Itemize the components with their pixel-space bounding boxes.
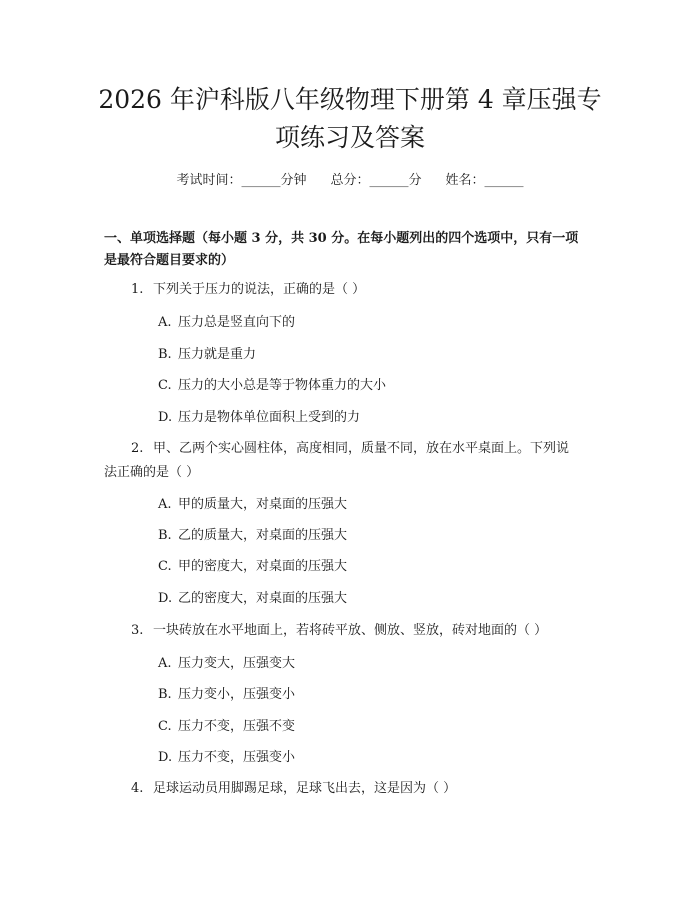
question-2-continued: 法正确的是（ ） [104, 465, 200, 480]
q3-option-c [158, 717, 295, 737]
page-title-line-2: 项练习及答案 [274, 123, 425, 152]
option-text: 甲的质量大，对桌面的压强大 [178, 497, 348, 512]
q1-option-d [158, 408, 360, 428]
option-letter: D. [158, 750, 173, 765]
q3-option-d [158, 748, 295, 768]
option-text: 压力不变，压强变小 [178, 750, 296, 765]
question-2 [131, 439, 569, 459]
option-letter: D. [158, 591, 173, 606]
option-text: 乙的质量大，对桌面的压强大 [178, 528, 348, 543]
q2-option-a [158, 495, 347, 515]
option-letter: C. [158, 719, 172, 734]
option-letter: C. [158, 378, 172, 393]
option-text: 压力是物体单位面积上受到的力 [178, 410, 361, 425]
q1-option-c [158, 376, 386, 396]
option-letter: D. [158, 410, 173, 425]
option-text: 压力的大小总是等于物体重力的大小 [178, 378, 387, 393]
exam-time-field: 考试时间：______分钟 [176, 173, 307, 188]
question-number: 4. [131, 781, 144, 796]
option-text: 压力变小，压强变小 [178, 687, 296, 702]
q2-option-b [158, 526, 347, 546]
question-4 [131, 779, 456, 799]
option-text: 压力就是重力 [178, 347, 257, 362]
question-number: 2. [131, 441, 144, 456]
section-heading-line-1: 一、单项选择题（每小题 3 分，共 30 分。在每小题列出的四个选项中，只有一项 [104, 231, 579, 246]
option-text: 压力不变，压强不变 [178, 719, 296, 734]
exam-meta [0, 169, 700, 188]
question-1 [131, 280, 365, 300]
option-letter: B. [158, 687, 172, 702]
q1-option-a [158, 313, 295, 333]
student-name-field: 姓名：______ [445, 173, 524, 188]
q3-option-a [158, 654, 295, 674]
q2-option-d [158, 589, 347, 609]
option-letter: B. [158, 528, 172, 543]
option-letter: A. [158, 315, 172, 330]
option-letter: A. [158, 497, 172, 512]
question-stem: 一块砖放在水平地面上，若将砖平放、侧放、竖放，砖对地面的（ ） [153, 623, 548, 638]
option-letter: A. [158, 656, 172, 671]
question-3 [131, 621, 547, 641]
q2-option-c [158, 557, 347, 577]
question-number: 1. [131, 282, 144, 297]
section-heading-line-2: 是最符合题目要求的） [104, 253, 235, 268]
option-text: 压力总是竖直向下的 [178, 315, 296, 330]
option-text: 压力变大，压强变大 [178, 656, 296, 671]
question-stem: 甲、乙两个实心圆柱体，高度相同，质量不同，放在水平桌面上。下列说 [153, 441, 570, 456]
option-letter: C. [158, 559, 172, 574]
page-title-line-1: 2026 年沪科版八年级物理下册第 4 章压强专 [98, 85, 602, 114]
q1-option-b [158, 345, 256, 365]
total-score-field: 总分：______分 [330, 173, 422, 188]
q3-option-b [158, 685, 295, 705]
option-letter: B. [158, 347, 172, 362]
option-text: 甲的密度大，对桌面的压强大 [178, 559, 348, 574]
question-stem: 足球运动员用脚踢足球，足球飞出去，这是因为（ ） [153, 781, 457, 796]
option-text: 乙的密度大，对桌面的压强大 [178, 591, 348, 606]
question-number: 3. [131, 623, 144, 638]
question-stem: 下列关于压力的说法，正确的是（ ） [153, 282, 366, 297]
